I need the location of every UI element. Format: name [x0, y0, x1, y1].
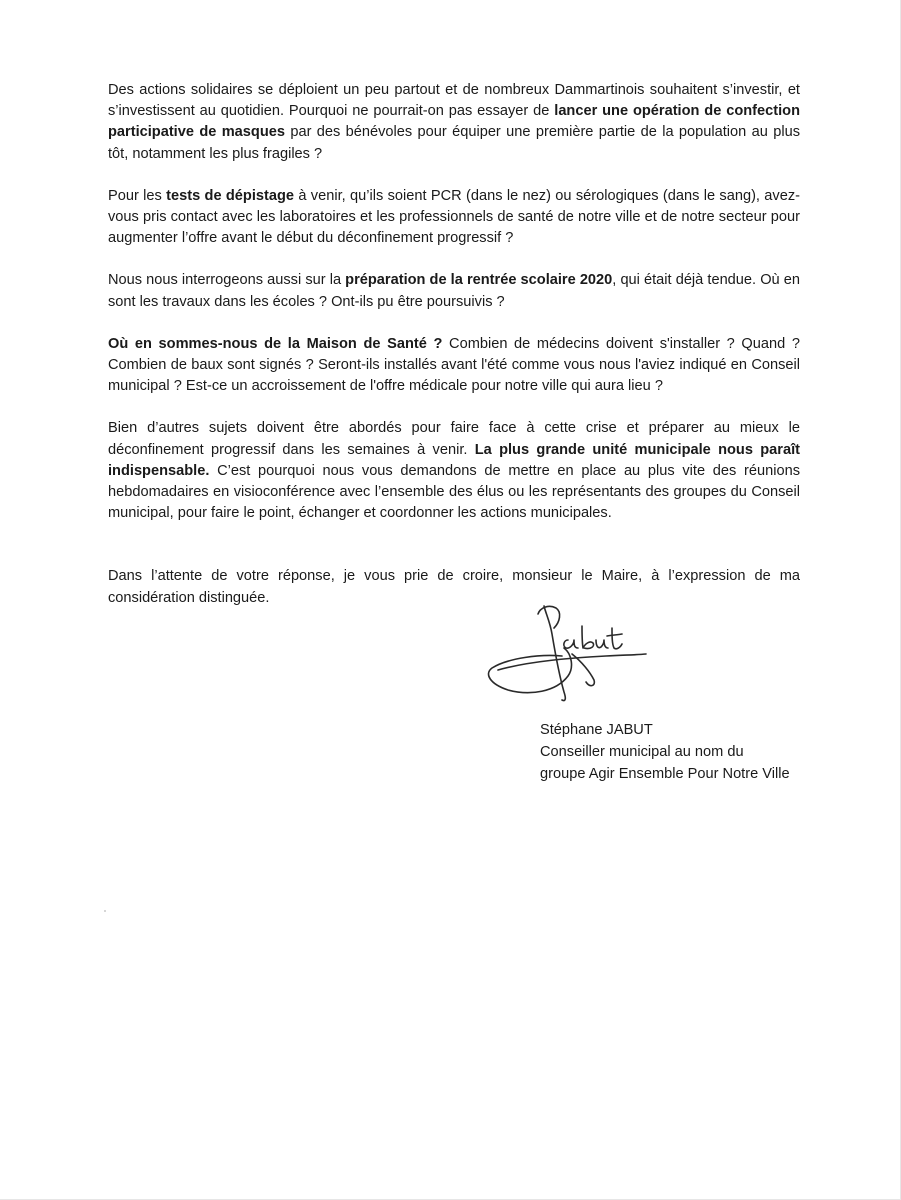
- paragraph-school: [108, 270, 800, 312]
- paragraph-emphasis: lancer une opération de confection participative de masques: [108, 103, 800, 141]
- paragraph-tests: [108, 186, 800, 250]
- signer-role: Conseiller municipal au nom du: [540, 744, 744, 760]
- paragraph-health-house: [108, 334, 800, 398]
- paragraph-text: Combien de médecins doivent s'installer ? Quand ? Combien de baux sont signés ? Seront-ils installés avant l'été comme vous nous l'aviez indiqué en Conseil municipal ? Est-ce un accroissement de l'offre médicale pour notre ville qui aura lieu ?: [108, 335, 800, 395]
- paragraph-unity: [108, 418, 800, 524]
- paragraph-emphasis: préparation de la rentrée scolaire 2020: [345, 272, 613, 289]
- paragraph-masks: [108, 80, 800, 165]
- paragraph-text: par des bénévoles pour équiper une première partie de la population au plus tôt, notamment les plus fragiles ?: [108, 124, 800, 162]
- paragraph-text: Bien d’autres sujets doivent être abordés pour faire face à cette crise et préparer au mieux le déconfinement progressif dans les semaines à venir.: [108, 420, 800, 458]
- signer-name: Stéphane JABUT: [540, 722, 653, 738]
- paragraph-closing: Dans l’attente de votre réponse, je vous prie de croire, monsieur le Maire, à l’expression de ma considération distinguée.: [108, 568, 800, 606]
- letter-body: [108, 80, 800, 630]
- signer-block: [540, 719, 790, 785]
- paragraph-text: C’est pourquoi nous vous demandons de mettre en place au plus vite des réunions hebdomadaires en visioconférence avec l’ensemble des élus ou les représentants des groupes du Conseil municipal, pour faire le point, échanger et coordonner les actions municipales.: [108, 462, 800, 522]
- paragraph-emphasis: Où en sommes-nous de la Maison de Santé ?: [108, 335, 443, 352]
- paragraph-text: à venir, qu’ils soient PCR (dans le nez) ou sérologiques (dans le sang), avez-vous pris contact avec les laboratoires et les professionnels de santé de notre ville et de notre secteur pour augmenter l’offre avant le début du déconfinement progressif ?: [108, 187, 800, 247]
- paragraph-text: , qui était déjà tendue. Où en sont les travaux dans les écoles ? Ont-ils pu être poursuivis ?: [108, 272, 800, 310]
- signer-group: groupe Agir Ensemble Pour Notre Ville: [540, 766, 790, 782]
- paragraph-text: Nous nous interrogeons aussi sur la: [108, 272, 346, 289]
- handwritten-signature: [486, 600, 650, 704]
- paragraph-text: Des actions solidaires se déploient un peu partout et de nombreux Dammartinois souhaitent s’investir, et s’investissent au quotidien. Pourquoi ne pourrait-on pas essayer de: [108, 82, 800, 120]
- paragraph-emphasis: tests de dépistage: [166, 187, 295, 204]
- paragraph-text: Pour les: [108, 187, 167, 204]
- scan-speck: [104, 910, 106, 912]
- paragraph-emphasis: La plus grande unité municipale nous paraît indispensable.: [108, 441, 800, 479]
